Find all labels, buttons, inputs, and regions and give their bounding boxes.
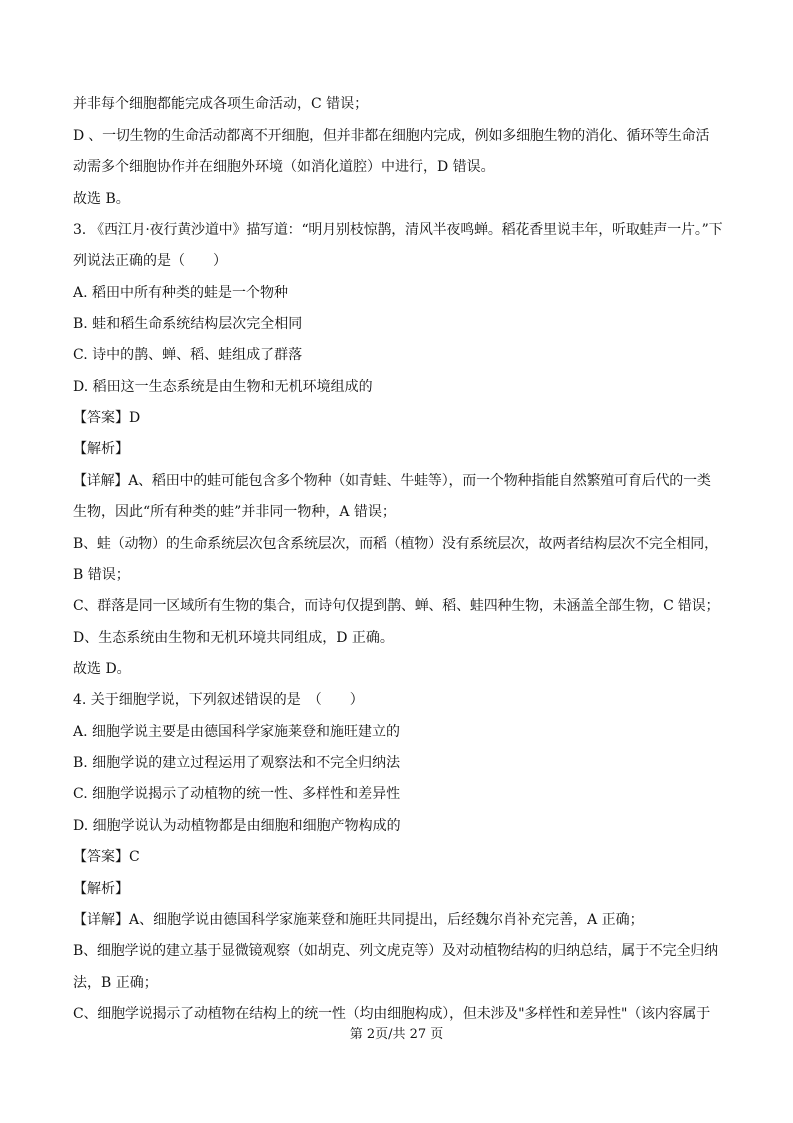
question-3-analysis-heading: 【解析】 — [73, 441, 129, 457]
text-line-4: 故选 B。 — [73, 191, 130, 207]
question-4-explanation-line-3: 法，B 正确； — [73, 975, 158, 991]
question-4-analysis-heading: 【解析】 — [73, 881, 129, 897]
question-3-option-d: D. 稻田这一生态系统是由生物和无机环境组成的 — [73, 379, 373, 395]
page-number-footer: 第 2页/共 27 页 — [349, 1027, 444, 1042]
question-4-stem: 4. 关于细胞学说，下列叙述错误的是 （ ） — [73, 692, 364, 708]
text-line-2: D 、一切生物的生命活动都离不开细胞，但并非都在细胞内完成，例如多细胞生物的消化、循环等生命活 — [73, 128, 710, 144]
question-3-explanation-line-4: B 错误； — [73, 567, 130, 583]
question-4-answer: 【答案】C — [73, 849, 140, 865]
text-line-3: 动需多个细胞协作并在细胞外环境（如消化道腔）中进行，D 错误。 — [73, 159, 495, 175]
question-3-option-a: A. 稻田中所有种类的蛙是一个物种 — [73, 285, 289, 301]
question-4-option-a: A. 细胞学说主要是由德国科学家施莱登和施旺建立的 — [73, 724, 401, 740]
question-3-explanation-line-1: 【详解】A、稻田中的蛙可能包含多个物种（如青蛙、牛蛙等），而一个物种指能自然繁殖可育后代的一类 — [73, 473, 711, 489]
question-4-explanation-line-2: B、细胞学说的建立基于显微镜观察（如胡克、列文虎克等）及对动植物结构的归纳总结，属于不完全归纳 — [73, 943, 718, 959]
question-3-answer: 【答案】D — [73, 410, 141, 426]
text-line-1: 并非每个细胞都能完成各项生命活动，C 错误； — [73, 96, 369, 112]
question-4-explanation-line-1: 【详解】A、细胞学说由德国科学家施莱登和施旺共同提出，后经魏尔肖补充完善，A 正确； — [73, 912, 644, 928]
question-3-explanation-line-6: D、生态系统由生物和无机环境共同组成，D 正确。 — [73, 630, 394, 646]
question-3-explanation-line-3: B、蛙（动物）的生命系统层次包含系统层次，而稻（植物）没有系统层次，故两者结构层次不完全相同， — [73, 536, 718, 552]
question-4-option-c: C. 细胞学说揭示了动植物的统一性、多样性和差异性 — [73, 786, 401, 802]
question-4-option-d: D. 细胞学说认为动植物都是由细胞和细胞产物构成的 — [73, 818, 401, 834]
question-3-choice: 故选 D。 — [73, 661, 131, 677]
question-3-explanation-line-5: C、群落是同一区域所有生物的集合，而诗句仅提到鹊、蝉、稻、蛙四种生物，未涵盖全部生物，C 错误； — [73, 598, 720, 614]
question-3-stem-line-2: 列说法正确的是（ ） — [73, 253, 227, 269]
question-3-option-b: B. 蛙和稻生命系统结构层次完全相同 — [73, 316, 303, 332]
question-3-explanation-line-2: 生物，因此“所有种类的蛙”并非同一物种，A 错误； — [73, 504, 396, 520]
question-3-option-c: C. 诗中的鹊、蝉、稻、蛙组成了群落 — [73, 347, 303, 363]
question-3-stem-line-1: 3. 《西江月·夜行黄沙道中》描写道：“明月别枝惊鹊，清风半夜鸣蝉。稻花香里说丰年，听取蛙声一片。”下 — [73, 222, 723, 238]
question-4-option-b: B. 细胞学说的建立过程运用了观察法和不完全归纳法 — [73, 755, 401, 771]
question-4-explanation-line-4: C、细胞学说揭示了动植物在结构上的统一性（均由细胞构成），但未涉及"多样性和差异性"（该内容属于 — [73, 1006, 710, 1022]
